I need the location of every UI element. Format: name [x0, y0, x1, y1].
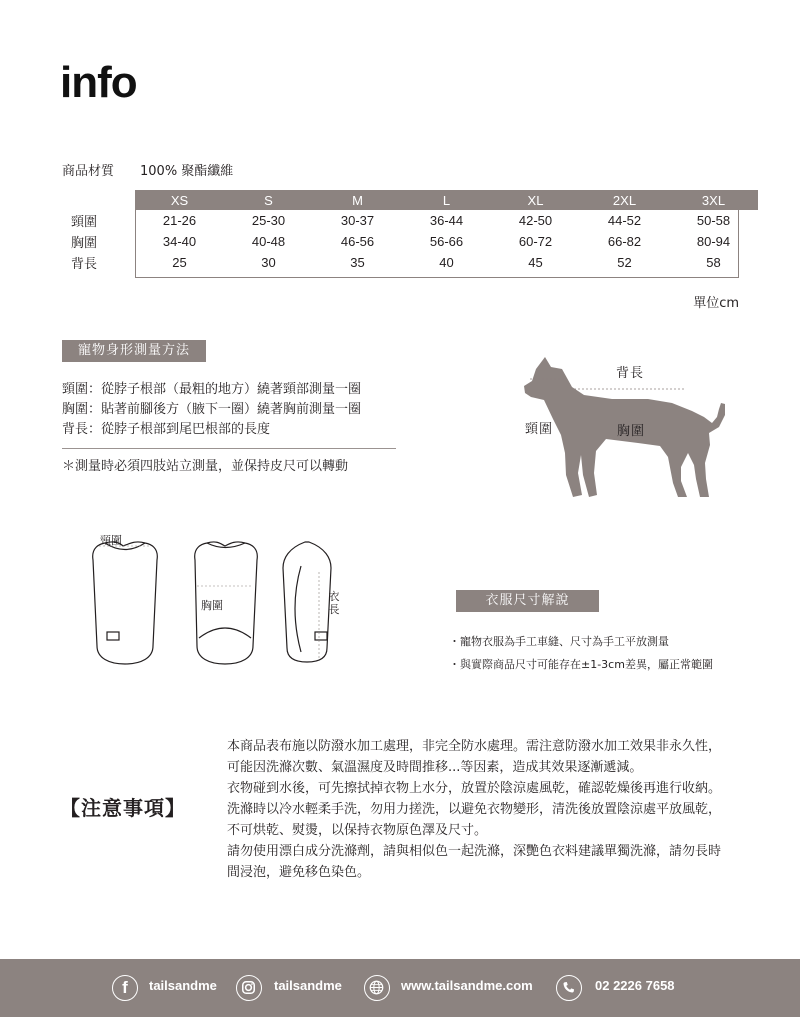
table-cell: 56-66: [429, 234, 464, 249]
table-cell: 35: [350, 255, 365, 270]
phone-icon[interactable]: [556, 975, 582, 1001]
website-link[interactable]: www.tailsandme.com: [401, 978, 533, 993]
size-header-s: S: [224, 190, 313, 210]
garment-label-length: 衣長: [328, 590, 340, 616]
care-line: 可能因洗滌次數、氣溫濕度及時間推移...等因素，造成其效果逐漸遞減。: [227, 760, 643, 775]
size-header-xs: XS: [135, 190, 224, 210]
size-guide-tag: 衣服尺寸解說: [456, 590, 599, 612]
table-cell: 44-52: [607, 213, 642, 228]
measure-line-back: 背長：從脖子根部到尾巴根部的長度: [62, 422, 271, 437]
size-guide-note: ・與實際商品尺寸可能存在±1-3cm差異，屬正常範圍: [449, 658, 713, 671]
table-row: [62, 252, 758, 273]
table-cell: 40: [439, 255, 454, 270]
care-line: 衣物碰到水後，可先擦拭掉衣物上水分，放置於陰涼處風乾，確認乾燥後再進行收納。: [227, 781, 722, 796]
dog-label-neck: 頸圍: [525, 422, 554, 437]
table-cell: 66-82: [607, 234, 642, 249]
care-title: 【注意事項】: [60, 796, 186, 820]
table-row: [62, 231, 758, 252]
dog-label-chest: 胸圍: [617, 424, 646, 439]
row-label-neck: 頸圍: [71, 215, 98, 230]
table-cell: 42-50: [518, 213, 553, 228]
table-cell: 25: [172, 255, 187, 270]
phone-number[interactable]: 02 2226 7658: [595, 978, 675, 993]
table-cell: 46-56: [340, 234, 375, 249]
size-guide-note: ・寵物衣服為手工車縫、尺寸為手工平放測量: [449, 635, 669, 648]
instagram-handle[interactable]: tailsandme: [274, 978, 342, 993]
table-cell: 52: [617, 255, 632, 270]
divider: [62, 448, 396, 449]
size-header-row: [62, 190, 758, 210]
table-cell: 50-58: [696, 213, 731, 228]
care-line: 洗滌時以冷水輕柔手洗，勿用力搓洗，以避免衣物變形，清洗後放置陰涼處平放風乾，: [227, 802, 722, 817]
care-line: 請勿使用漂白成分洗滌劑，請與相似色一起洗滌，深艷色衣料建議單獨洗滌，請勿長時: [227, 844, 722, 859]
size-header-m: M: [313, 190, 402, 210]
globe-icon[interactable]: [364, 975, 390, 1001]
size-header-corner: [62, 190, 135, 210]
facebook-icon[interactable]: f: [112, 975, 138, 1001]
instagram-icon[interactable]: [236, 975, 262, 1001]
dog-label-back: 背長: [616, 366, 645, 381]
table-cell: 80-94: [696, 234, 731, 249]
size-table: [62, 190, 758, 273]
unit-label: 單位cm: [693, 296, 739, 311]
measure-note: ＊測量時必須四肢站立測量，並保持皮尺可以轉動: [62, 459, 349, 474]
table-cell: 30: [261, 255, 276, 270]
table-cell: 25-30: [251, 213, 286, 228]
table-cell: 36-44: [429, 213, 464, 228]
measure-line-chest: 胸圍：貼著前腳後方（腋下一圈）繞著胸前測量一圈: [62, 402, 362, 417]
row-label-back: 背長: [71, 257, 98, 272]
facebook-handle[interactable]: tailsandme: [149, 978, 217, 993]
table-cell: 58: [706, 255, 721, 270]
page-title: info: [60, 58, 137, 107]
material-label: 商品材質: [62, 164, 115, 179]
care-line: 不可烘乾、熨燙，以保持衣物原色澤及尺寸。: [227, 823, 488, 838]
footer-bar: [0, 959, 800, 1017]
table-cell: 40-48: [251, 234, 286, 249]
size-header-2xl: 2XL: [580, 190, 669, 210]
size-header-xl: XL: [491, 190, 580, 210]
measure-method-tag: 寵物身形測量方法: [62, 340, 206, 362]
table-cell: 21-26: [162, 213, 197, 228]
table-cell: 60-72: [518, 234, 553, 249]
measure-line-neck: 頸圍：從脖子根部（最粗的地方）繞著頸部測量一圈: [62, 382, 362, 397]
table-row: [62, 210, 758, 231]
table-cell: 34-40: [162, 234, 197, 249]
care-line: 間浸泡，避免移色染色。: [227, 865, 371, 880]
size-header-l: L: [402, 190, 491, 210]
garment-label-neck: 頸圍: [100, 534, 122, 547]
table-cell: 30-37: [340, 213, 375, 228]
care-line: 本商品表布施以防潑水加工處理，非完全防水處理。需注意防潑水加工效果非永久性，: [227, 739, 722, 754]
garment-label-chest: 胸圍: [201, 599, 223, 612]
table-cell: 45: [528, 255, 543, 270]
material-value: 100% 聚酯纖維: [140, 164, 234, 179]
row-label-chest: 胸圍: [71, 236, 98, 251]
size-header-3xl: 3XL: [669, 190, 758, 210]
